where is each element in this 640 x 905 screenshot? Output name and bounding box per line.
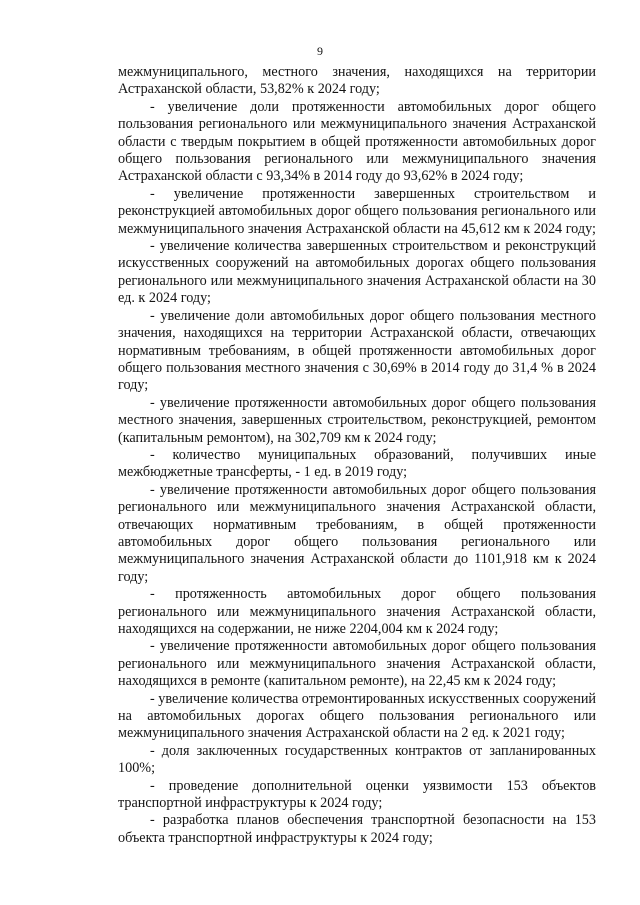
list-item: - протяженность автомобильных дорог общего пользования регионального или межмуниципального значения Астраханской области, находящихся на содержании, не ниже 2204,004 км к 2024 году; (118, 586, 596, 637)
list-item: - увеличение количества отремонтированных искусственных сооружений на автомобильных дорогах общего пользования регионального или межмуниципального значения Астраханской области на 2 ед. к 2021 году; (118, 690, 597, 742)
paragraph-continuation: межмуниципального, местного значения, находящихся на территории Астраханской области, 53,82% к 2024 году; (118, 64, 596, 98)
list-item: - количество муниципальных образований, получивших иные межбюджетные трансферты, - 1 ед. в 2019 году; (118, 446, 596, 481)
list-item: - увеличение протяженности автомобильных дорог общего пользования регионального или межмуниципального значения Астраханской области, отвечающих нормативным требованиям, в общей протяженности автомобильных дорог общего пользования регионального или межмуниципального значения Астраханской области до 1101,918 км к 2024 году; (118, 481, 596, 585)
list-item: - разработка планов обеспечения транспортной безопасности на 153 объекта транспортной инфраструктуры к 2024 году; (118, 812, 596, 846)
list-item: - проведение дополнительной оценки уязвимости 153 объектов транспортной инфраструктуры к 2024 году; (118, 777, 596, 812)
list-item: - увеличение протяженности автомобильных дорог общего пользования регионального или межмуниципального значения Астраханской области, находящихся в ремонте (капитальном ремонте), на 22,45 км к 2024 году; (118, 638, 596, 690)
list-item: - увеличение протяженности завершенных строительством и реконструкцией автомобильных дорог общего пользования регионального или межмуниципального значения Астраханской области на 45,612 км к 2024 году; (118, 185, 596, 237)
page-number: 9 (317, 44, 323, 58)
list-item: - доля заключенных государственных контрактов от запланированных 100%; (118, 742, 596, 777)
list-item: - увеличение доли протяженности автомобильных дорог общего пользования регионального или межмуниципального значения Астраханской области с твердым покрытием в общей протяженности автомобильных дорог общего пользования регионального или межмуниципального значения Астраханской области с 93,34% в 2014 году до 93,62% в 2024 году; (118, 98, 596, 185)
document-body (118, 64, 596, 847)
list-item: - увеличение количества завершенных строительством и реконструкций искусственных сооружений на автомобильных дорогах общего пользования регионального или межмуниципального значения Астраханской области на 30 ед. к 2024 году; (118, 238, 596, 307)
list-item: - увеличение доли автомобильных дорог общего пользования местного значения, находящихся на территории Астраханской области, отвечающих нормативным требованиям, в общей протяженности автомобильных дорог общего пользования местного значения с 30,69% в 2014 году до 31,4 % в 2024 году; (118, 307, 596, 394)
list-item: - увеличение протяженности автомобильных дорог общего пользования местного значения, завершенных строительством, реконструкцией, ремонтом (капитальным ремонтом), на 302,709 км к 2024 году; (118, 394, 596, 446)
